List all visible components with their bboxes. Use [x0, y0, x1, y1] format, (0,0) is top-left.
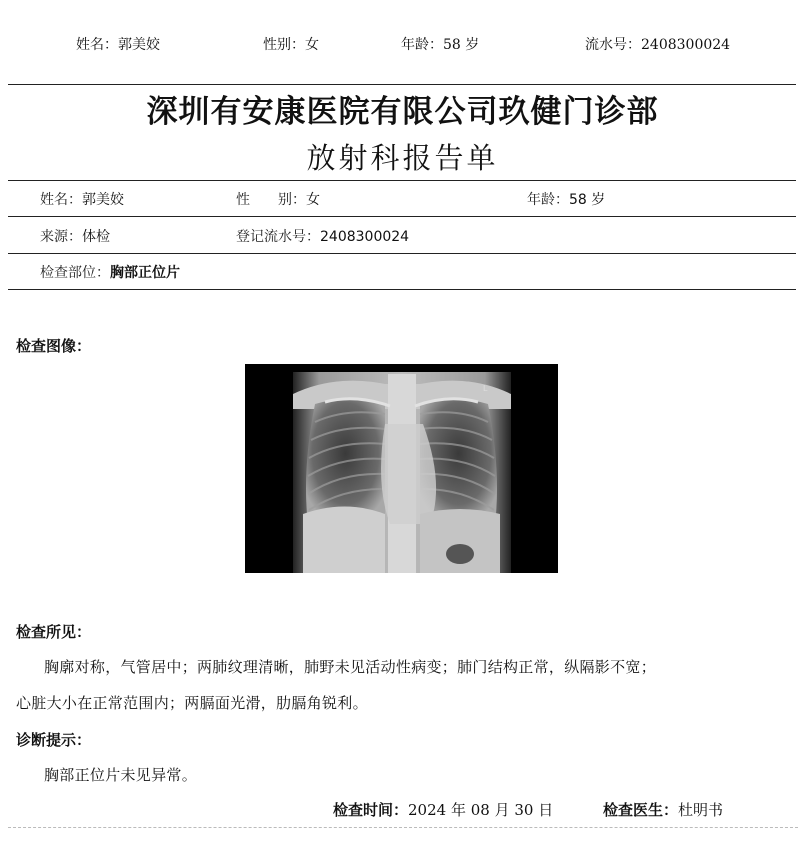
exam-part-label: 检查部位： [40, 265, 110, 281]
patient-gender-label: 性 别： [236, 192, 306, 208]
patient-reg-serial-value: 2408300024 [320, 229, 410, 245]
image-section-heading: 检查图像： [16, 337, 92, 355]
footer-dashed-divider [8, 827, 798, 828]
patient-source [40, 226, 110, 246]
patient-reg-serial [236, 226, 409, 246]
findings-line-1: 胸廓对称，气管居中；两肺纹理清晰，肺野未见活动性病变；肺门结构正常，纵隔影不宽； [44, 658, 657, 676]
top-serial: 流水号：2408300024 [585, 37, 731, 53]
top-name: 姓名：郭美姣 [76, 37, 160, 53]
exam-time-label: 检查时间： [333, 801, 409, 819]
patient-age-label: 年龄： [527, 192, 569, 208]
diagnosis-text: 胸部正位片未见异常。 [44, 766, 198, 784]
patient-exam-part [40, 262, 180, 282]
info-divider-2 [8, 253, 796, 254]
info-divider-1 [8, 216, 796, 217]
header-divider [8, 84, 796, 85]
findings-heading: 检查所见： [16, 623, 92, 641]
chest-xray-image [245, 364, 558, 573]
exam-time [333, 799, 553, 820]
patient-source-value: 体检 [82, 229, 110, 245]
patient-name-value: 郭美姣 [82, 192, 124, 208]
patient-source-label: 来源： [40, 229, 82, 245]
top-gender: 性别：女 [263, 37, 319, 53]
patient-age-value: 58 岁 [569, 192, 606, 208]
diagnosis-heading: 诊断提示： [16, 731, 92, 749]
patient-name [40, 189, 124, 209]
exam-doctor [603, 799, 723, 820]
exam-part-value: 胸部正位片 [110, 265, 180, 281]
hospital-title: 深圳有安康医院有限公司玖健门诊部 [146, 94, 659, 130]
exam-time-value: 2024 年 08 月 30 日 [408, 801, 554, 819]
patient-gender [236, 189, 320, 209]
exam-doctor-label: 检查医生： [603, 801, 679, 819]
report-title: 放射科报告单 [306, 141, 499, 175]
info-bottom-divider [8, 289, 796, 290]
xray-side-marker: L [483, 384, 488, 393]
patient-age [527, 189, 605, 209]
patient-gender-value: 女 [306, 192, 320, 208]
chest-xray-drawing [245, 364, 558, 573]
exam-doctor-value: 杜明书 [678, 801, 724, 819]
patient-name-label: 姓名： [40, 192, 82, 208]
info-top-divider [8, 180, 796, 181]
top-age: 年龄：58 岁 [401, 37, 480, 53]
findings-line-2: 心脏大小在正常范围内；两膈面光滑，肋膈角锐利。 [16, 694, 368, 712]
patient-reg-serial-label: 登记流水号： [236, 229, 320, 245]
